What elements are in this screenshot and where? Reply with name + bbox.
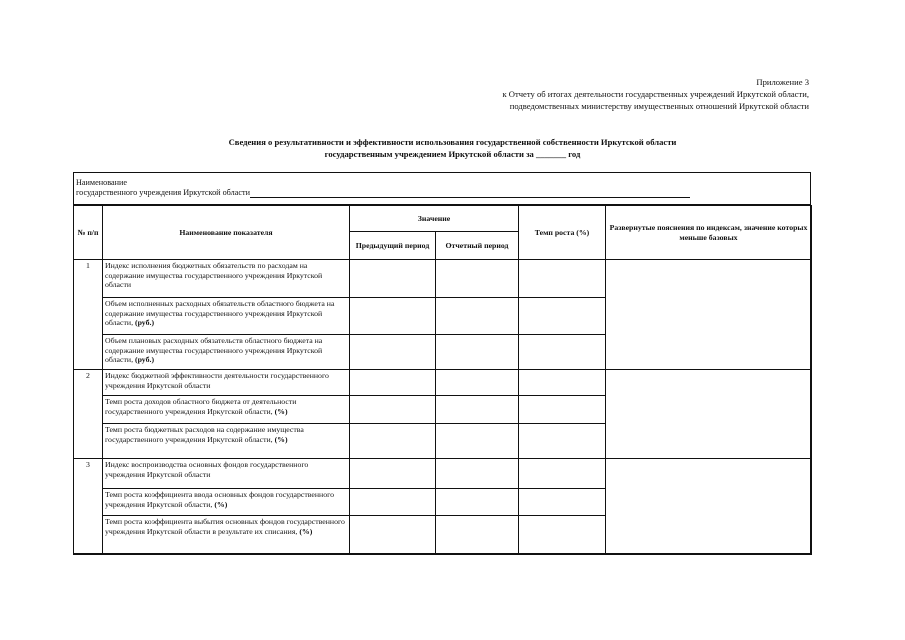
report-value-cell[interactable] (436, 260, 519, 298)
prev-value-cell[interactable] (350, 424, 436, 459)
indicator-name (103, 516, 350, 555)
organization-name-blank[interactable] (250, 189, 690, 198)
indicator-text: Объем плановых расходных обязательств областного бюджета на содержание имущества государственного учреждения Иркутской области, (105, 336, 323, 364)
indicator-name (103, 370, 350, 396)
report-value-cell[interactable] (436, 424, 519, 459)
growth-value-cell[interactable] (519, 370, 606, 396)
section-number: 2 (74, 370, 103, 459)
indicator-text: Объем исполненных расходных обязательств областного бюджета на содержание имущества государственного учреждения Иркутской области, (105, 299, 335, 327)
prev-value-cell[interactable] (350, 396, 436, 424)
growth-value-cell[interactable] (519, 516, 606, 555)
report-value-cell[interactable] (436, 459, 519, 489)
prev-value-cell[interactable] (350, 370, 436, 396)
report-value-cell[interactable] (436, 370, 519, 396)
indicator-unit: (%) (299, 526, 313, 536)
table-row (74, 370, 812, 396)
indicator-unit: (%) (274, 406, 288, 416)
report-form (73, 172, 811, 554)
indicator-name (103, 459, 350, 489)
report-value-cell[interactable] (436, 516, 519, 555)
indicator-name (103, 298, 350, 335)
header-report: Отчетный период (436, 232, 519, 260)
explanation-cell[interactable] (606, 370, 812, 459)
indicator-name (103, 335, 350, 370)
indicator-text: Темп роста коэффициента выбытия основных фондов государственного учреждения Иркутской области в результате их списания, (105, 517, 345, 536)
prev-value-cell[interactable] (350, 298, 436, 335)
indicator-unit: (руб.) (134, 355, 155, 364)
indicator-text: Индекс исполнения бюджетных обязательств по расходам на содержание имущества государственного учреждения Иркутской области (105, 261, 323, 289)
header-growth: Темп роста (%) (519, 206, 606, 260)
indicator-unit: (руб.) (134, 318, 155, 327)
section-number: 1 (74, 260, 103, 370)
indicators-body (74, 260, 812, 555)
table-row (74, 459, 812, 489)
document-title-line-2: государственным учреждением Иркутской области за _______ год (324, 149, 581, 159)
indicator-unit: (%) (214, 499, 228, 509)
appendix-note (502, 76, 809, 112)
growth-value-cell[interactable] (519, 335, 606, 370)
indicator-unit: (%) (274, 434, 288, 444)
indicators-table (73, 205, 812, 555)
growth-value-cell[interactable] (519, 396, 606, 424)
header-indicator: Наименование показателя (103, 206, 350, 260)
growth-value-cell[interactable] (519, 260, 606, 298)
table-row (74, 260, 812, 298)
prev-value-cell[interactable] (350, 260, 436, 298)
prev-value-cell[interactable] (350, 516, 436, 555)
document-title (0, 136, 905, 160)
appendix-title: Приложение 3 (756, 77, 809, 87)
section-number: 3 (74, 459, 103, 555)
organization-label-2: государственного учреждения Иркутской области (76, 188, 250, 197)
growth-value-cell[interactable] (519, 298, 606, 335)
report-value-cell[interactable] (436, 396, 519, 424)
indicator-text: Темп роста доходов областного бюджета от деятельности государственного учреждения Иркутской области, (105, 397, 297, 416)
explanation-cell[interactable] (606, 260, 812, 370)
report-value-cell[interactable] (436, 298, 519, 335)
organization-label-1: Наименование (76, 178, 128, 187)
report-value-cell[interactable] (436, 489, 519, 516)
prev-value-cell[interactable] (350, 335, 436, 370)
appendix-line-2: к Отчету об итогах деятельности государственных учреждений Иркутской области, (502, 89, 809, 99)
explanation-cell[interactable] (606, 459, 812, 555)
prev-value-cell[interactable] (350, 489, 436, 516)
indicator-name (103, 489, 350, 516)
indicator-text: Темп роста бюджетных расходов на содержание имущества государственного учреждения Иркутской области, (105, 425, 304, 444)
growth-value-cell[interactable] (519, 424, 606, 459)
header-prev: Предыдущий период (350, 232, 436, 260)
indicator-text: Индекс бюджетной эффективности деятельности государственного учреждения Иркутской области (105, 371, 329, 390)
indicator-name (103, 424, 350, 459)
header-num: № п/п (74, 206, 103, 260)
header-explain: Развернутые пояснения по индексам, значение которых меньше базовых (606, 206, 812, 260)
prev-value-cell[interactable] (350, 459, 436, 489)
indicator-text: Темп роста коэффициента ввода основных фондов государственного учреждения Иркутской области, (105, 490, 334, 509)
report-value-cell[interactable] (436, 335, 519, 370)
growth-value-cell[interactable] (519, 459, 606, 489)
header-value: Значение (350, 206, 519, 232)
indicator-name (103, 396, 350, 424)
indicator-name (103, 260, 350, 298)
growth-value-cell[interactable] (519, 489, 606, 516)
appendix-line-3: подведомственных министерству имущественных отношений Иркутской области (509, 101, 809, 111)
indicator-text: Индекс воспроизводства основных фондов государственного учреждения Иркутской области (105, 460, 309, 479)
document-title-line-1: Сведения о результативности и эффективности использования государственной собственности Иркутской области (228, 137, 677, 147)
organization-name-field (74, 173, 810, 205)
